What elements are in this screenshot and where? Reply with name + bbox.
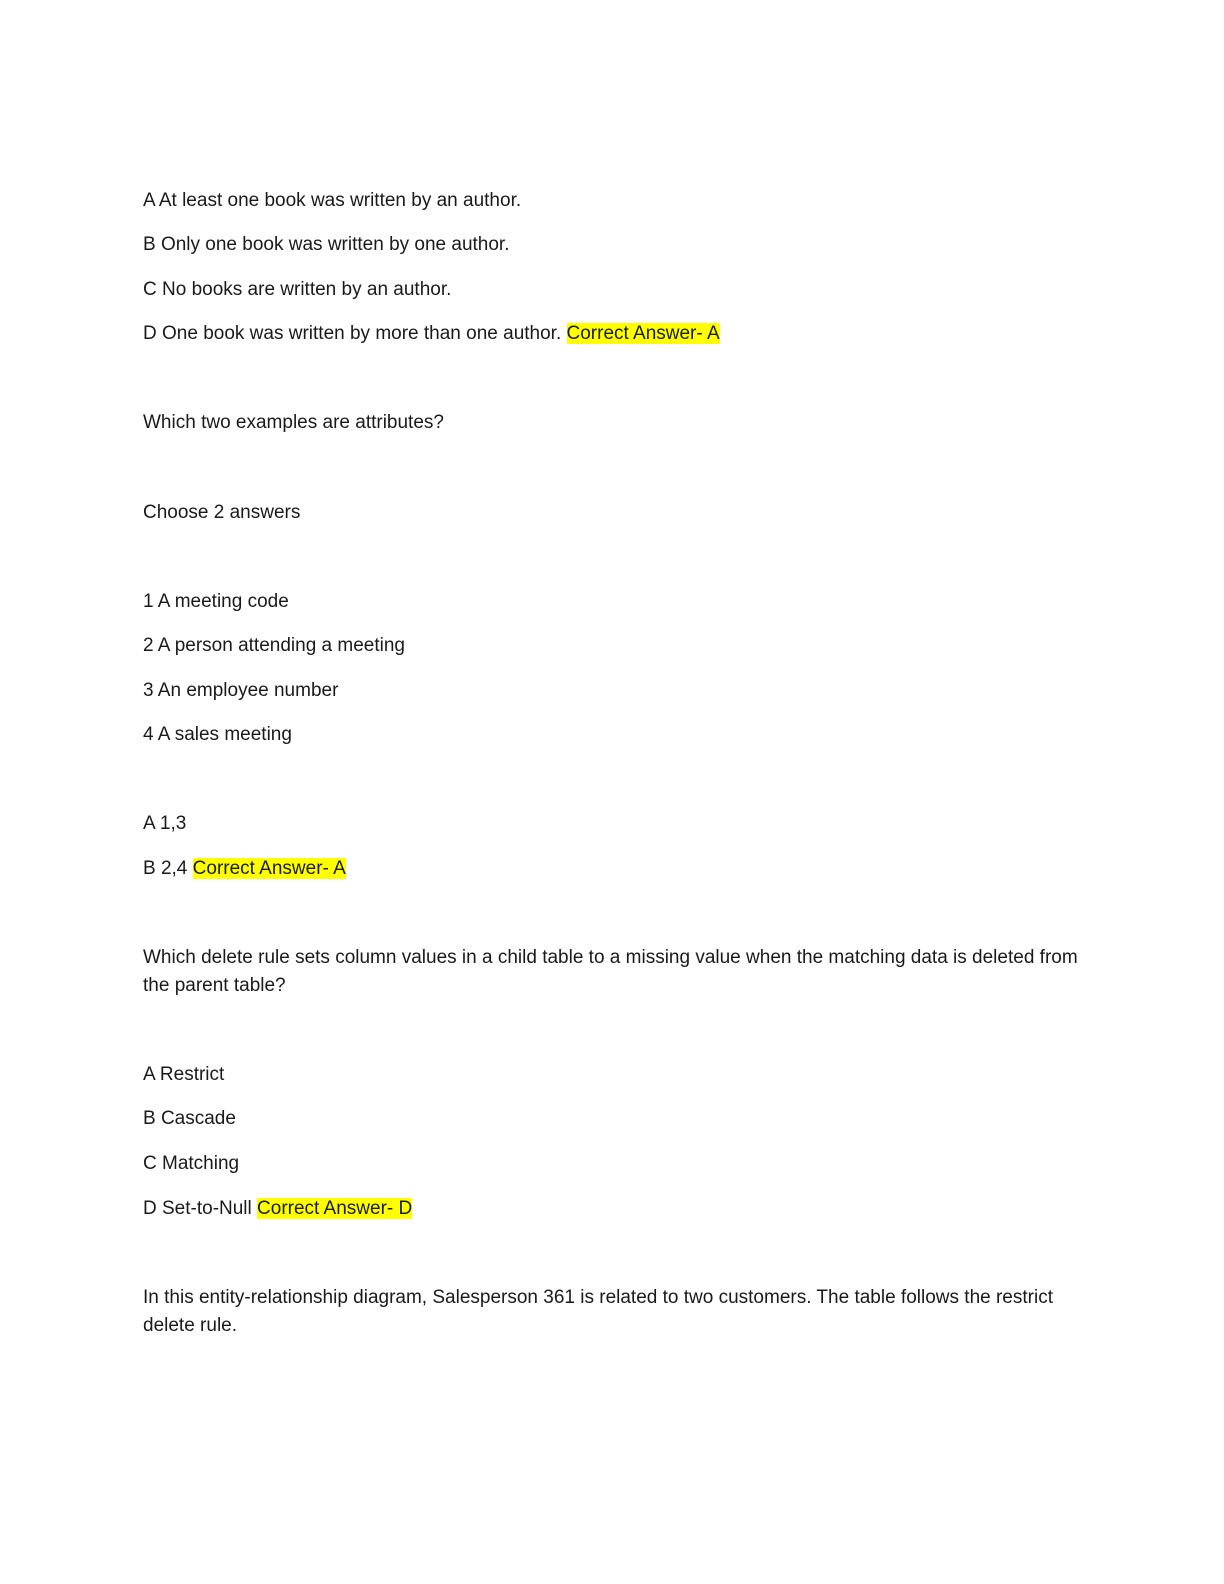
- q2-instruction: Choose 2 answers: [143, 502, 301, 523]
- q3-option-a: A Restrict: [143, 1064, 225, 1085]
- q2-item-1: 1 A meeting code: [143, 591, 289, 612]
- q2-option-b-row: [143, 855, 1083, 883]
- q2-item-4: 4 A sales meeting: [143, 724, 292, 745]
- q2-option-a: A 1,3: [143, 813, 187, 834]
- q1-option-b: B Only one book was written by one author.: [143, 234, 510, 255]
- q2-option-b: B 2,4: [143, 858, 188, 879]
- q1-option-a: A At least one book was written by an author.: [143, 190, 522, 211]
- q3-option-d: D Set-to-Null: [143, 1198, 252, 1219]
- q2-item-3: 3 An employee number: [143, 680, 339, 701]
- q2-item-2: 2 A person attending a meeting: [143, 635, 405, 656]
- q1-option-d: D One book was written by more than one author.: [143, 323, 562, 344]
- q2-question: Which two examples are attributes?: [143, 412, 444, 433]
- q3-correct-answer: Correct Answer- D: [257, 1198, 413, 1219]
- q3-option-c: C Matching: [143, 1153, 240, 1174]
- q1-option-d-row: [143, 320, 1083, 348]
- q2-correct-answer: Correct Answer- A: [192, 858, 346, 879]
- q1-correct-answer: Correct Answer- A: [566, 323, 720, 344]
- q3-option-b: B Cascade: [143, 1108, 236, 1129]
- q3-question: Which delete rule sets column values in a child table to a missing value when the matching data is deleted from the parent table?: [143, 947, 1078, 996]
- q3-option-d-row: [143, 1195, 1083, 1223]
- q1-option-c: C No books are written by an author.: [143, 279, 452, 300]
- q4-question: In this entity-relationship diagram, Salesperson 361 is related to two customers. The table follows the restrict delete rule.: [143, 1287, 1053, 1336]
